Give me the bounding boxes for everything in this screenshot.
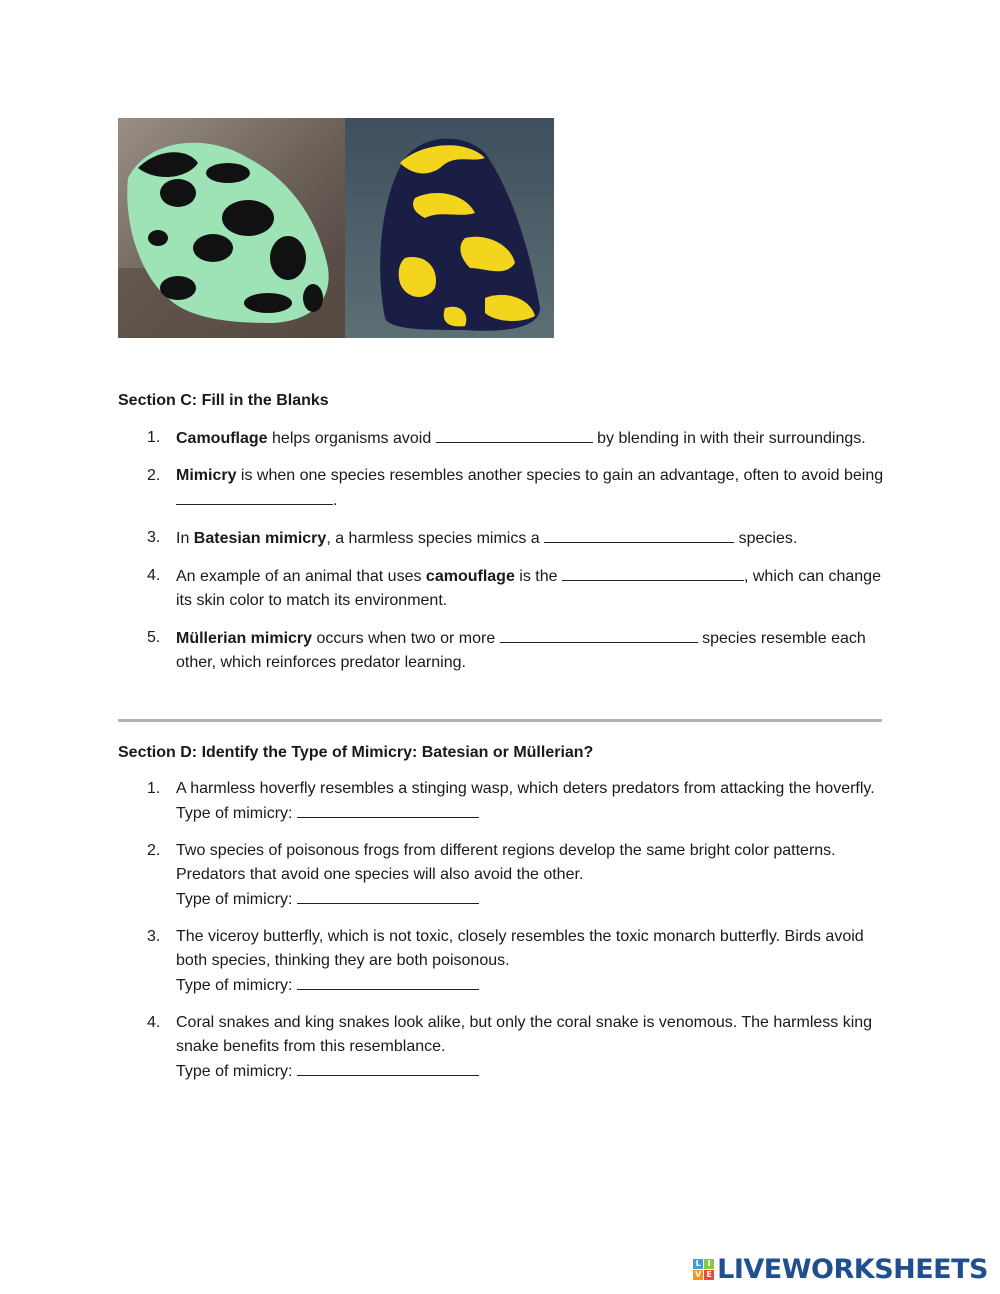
type-line bbox=[176, 1059, 888, 1084]
type-line bbox=[176, 801, 888, 826]
item-text: Two species of poisonous frogs from different regions develop the same bright color patterns. Predators that avoid one species will also avoid the other. bbox=[176, 842, 836, 883]
item-text: , a harmless species mimics a bbox=[326, 530, 545, 547]
item-text: is the bbox=[514, 568, 562, 585]
section-d-title: Section D: Identify the Type of Mimicry: Batesian or Müllerian? bbox=[118, 744, 594, 761]
logo-text: LIVEWORKSHEETS bbox=[717, 1253, 988, 1285]
term: Batesian mimicry bbox=[193, 530, 327, 547]
item-text: by blending in with their surroundings. bbox=[592, 430, 866, 447]
type-line bbox=[176, 887, 888, 912]
logo-mark-icon bbox=[693, 1259, 714, 1280]
list-item bbox=[118, 925, 888, 998]
answer-blank[interactable] bbox=[544, 526, 734, 543]
item-number: 2. bbox=[147, 467, 161, 484]
list-item bbox=[118, 839, 888, 912]
type-label: Type of mimicry: bbox=[176, 891, 297, 908]
section-divider bbox=[118, 719, 882, 722]
answer-blank[interactable] bbox=[562, 564, 744, 581]
item-number: 1. bbox=[147, 429, 161, 446]
item-number: 2. bbox=[147, 842, 161, 859]
yellow-blue-frog-image bbox=[345, 118, 554, 338]
list-item bbox=[118, 426, 888, 451]
logo-mark-letter: V bbox=[695, 1269, 702, 1279]
item-text: , which can change its skin color to match its environment. bbox=[176, 568, 881, 609]
logo-mark-letter: I bbox=[704, 1259, 714, 1269]
item-text: . bbox=[333, 492, 338, 509]
item-text: An example of an animal that uses bbox=[176, 568, 426, 585]
section-d-list bbox=[118, 777, 888, 1097]
item-number: 3. bbox=[147, 529, 161, 546]
type-label: Type of mimicry: bbox=[176, 1063, 297, 1080]
item-number: 4. bbox=[147, 1014, 161, 1031]
item-number: 1. bbox=[147, 780, 161, 797]
answer-blank[interactable] bbox=[297, 973, 479, 990]
item-text: A harmless hoverfly resembles a stinging wasp, which deters predators from attacking the hoverfly. bbox=[176, 780, 875, 797]
term: Mimicry bbox=[176, 467, 237, 484]
answer-blank[interactable] bbox=[436, 426, 593, 443]
term: camouflage bbox=[425, 568, 515, 585]
list-item bbox=[118, 1011, 888, 1084]
item-text: Coral snakes and king snakes look alike, but only the coral snake is venomous. The harmless king snake benefits from this resemblance. bbox=[176, 1014, 873, 1055]
answer-blank[interactable] bbox=[176, 488, 333, 505]
item-text: helps organisms avoid bbox=[267, 430, 436, 447]
list-item bbox=[118, 777, 888, 826]
item-text: The viceroy butterfly, which is not toxic, closely resembles the toxic monarch butterfly. Birds avoid both species, thinking they are both poisonous. bbox=[176, 928, 864, 969]
answer-blank[interactable] bbox=[297, 887, 479, 904]
list-item bbox=[118, 626, 888, 675]
answer-blank[interactable] bbox=[297, 1059, 479, 1076]
list-item bbox=[118, 464, 888, 513]
list-item bbox=[118, 526, 888, 551]
item-text: In bbox=[176, 530, 194, 547]
term: Camouflage bbox=[176, 430, 268, 447]
logo-mark-letter: L bbox=[693, 1259, 703, 1269]
liveworksheets-logo bbox=[693, 1253, 988, 1285]
type-label: Type of mimicry: bbox=[176, 805, 297, 822]
section-c-list bbox=[118, 426, 888, 688]
green-black-frog-image bbox=[118, 118, 345, 338]
answer-blank[interactable] bbox=[500, 626, 698, 643]
answer-blank[interactable] bbox=[297, 801, 479, 818]
type-line bbox=[176, 973, 888, 998]
item-text: occurs when two or more bbox=[312, 630, 500, 647]
item-number: 3. bbox=[147, 928, 161, 945]
logo-mark-letter: E bbox=[704, 1270, 714, 1280]
section-c-title: Section C: Fill in the Blanks bbox=[118, 392, 329, 409]
item-text: species. bbox=[734, 530, 798, 547]
term: Müllerian mimicry bbox=[176, 630, 313, 647]
item-text: species resemble each other, which reinforces predator learning. bbox=[176, 630, 866, 671]
item-text: is when one species resembles another species to gain an advantage, often to avoid being bbox=[236, 467, 884, 484]
item-number: 4. bbox=[147, 567, 161, 584]
frog-photo bbox=[118, 118, 554, 338]
type-label: Type of mimicry: bbox=[176, 977, 297, 994]
list-item bbox=[118, 564, 888, 613]
item-number: 5. bbox=[147, 629, 161, 646]
